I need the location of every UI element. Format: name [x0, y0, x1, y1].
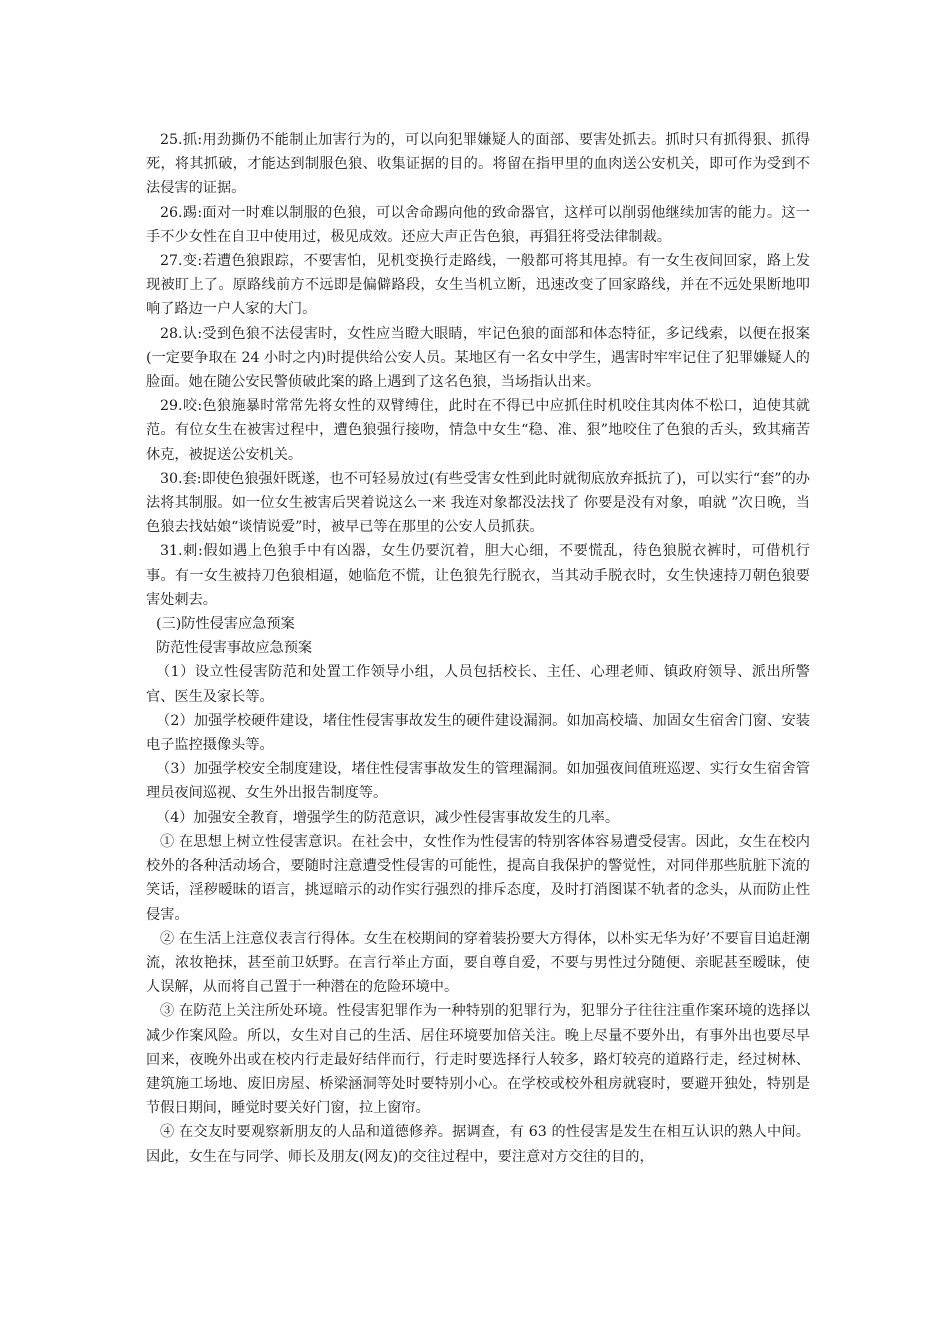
measure-2-hardware: （2）加强学校硬件建设，堵住性侵害事故发生的硬件建设漏洞。如加高校墙、加固女生宿舍门窗、安装电子监控摄像头等。: [146, 712, 810, 754]
document-page: [146, 128, 810, 1169]
paragraph-28-recognize: 28.认:受到色狼不法侵害时，女性应当瞪大眼睛，牢记色狼的面部和体态特征，多记线索，以便在报案(一定要争取在 24 小时之内)时提供给公安人员。某地区有一名女中学生，遇害时牢牢记住了犯罪嫌疑人的脸面。她在随公安民警侦破此案的路上遇到了这名色狼，当场指认出来。: [146, 325, 810, 391]
paragraph-26-kick: 26.踢:面对一时难以制服的色狼，可以舍命踢向他的致命器官，这样可以削弱他继续加害的能力。这一手不少女性在自卫中使用过，极见成效。还应大声正告色狼，再猖狂将受法律制裁。: [146, 204, 810, 245]
paragraph-31-stab: 31.刺:假如遇上色狼手中有凶器，女生仍要沉着，胆大心细，不要慌乱，待色狼脱衣裤时，可借机行事。有一女生被持刀色狼相逼，她临危不慌，让色狼先行脱衣，当其动手脱衣时，女生快速持刀朝色狼要害处刺去。: [146, 543, 810, 608]
point-1-awareness: ① 在思想上树立性侵害意识。在社会中，女性作为性侵害的特别客体容易遭受侵害。因此，女生在校内校外的各种活动场合，要随时注意遭受性侵害的可能性，提高自我保护的警觉性，对同伴那些肮脏下流的笑话，淫秽暧昧的语言，挑逗暗示的动作实行强烈的排斥态度，及时打消图谋不轨者的念头，从而防止性侵害。: [146, 833, 810, 923]
point-4-friends: ④ 在交友时要观察新朋友的人品和道德修养。据调查，有 63 的性侵害是发生在相互认识的熟人中间。因此，女生在与同学、师长及朋友(网友)的交往过程中，要注意对方交往的目的，: [146, 1124, 810, 1165]
point-3-environment: ③ 在防范上关注所处环境。性侵害犯罪作为一种特别的犯罪行为，犯罪分子往往注重作案环境的选择以减少作案风险。所以，女生对自己的生活、居住环境要加倍关注。晚上尽量不要外出，有事外出也要尽早回来，夜晚外出或在校内行走最好结伴而行，行走时要选择行人较多，路灯较亮的道路行走，经过树林、建筑施工场地、废旧房屋、桥梁涵洞等处时要特别小心。在学校或校外租房就寝时，要避开独处，特别是节假日期间，睡觉时要关好门窗，拉上窗帘。: [146, 1003, 810, 1117]
paragraph-29-bite: 29.咬:色狼施暴时常常先将女性的双臂缚住，此时在不得已中应抓住时机咬住其肉体不松口，迫使其就范。有位女生在被害过程中，遭色狼强行接吻，情急中女生“稳、准、狠”地咬住了色狼的舌头，致其痛苦休克，被捉送公安机关。: [146, 398, 810, 463]
paragraph-27-change-route: 27.变:若遭色狼跟踪，不要害怕，见机变换行走路线，一般都可将其甩掉。有一女生夜间回家，路上发现被盯上了。原路线前方不远即是偏僻路段，女生当机立断，迅速改变了回家路线，并在不远处果断地叩响了路边一户人家的大门。: [146, 253, 810, 318]
measure-1-leadership-group: （1）设立性侵害防范和处置工作领导小组，人员包括校长、主任、心理老师、镇政府领导、派出所警官、医生及家长等。: [146, 664, 810, 705]
section-heading-emergency-plan: (三)防性侵害应急预案: [156, 616, 295, 633]
paragraph-25-scratch: 25.抓:用劲撕仍不能制止加害行为的，可以向犯罪嫌疑人的面部、要害处抓去。抓时只有抓得狠、抓得死，将其抓破，才能达到制服色狼、收集证据的目的。将留在指甲里的血肉送公安机关，即可作为受到不法侵害的证据。: [146, 132, 810, 197]
measure-3-safety-rules: （3）加强学校安全制度建设，堵住性侵害事故发生的管理漏洞。如加强夜间值班巡逻、实行女生宿舍管理员夜间巡视、女生外出报告制度等。: [146, 761, 810, 802]
subheading-prevention-plan: 防范性侵害事故应急预案: [156, 640, 313, 657]
measure-4-education: （4）加强安全教育，增强学生的防范意识，减少性侵害事故发生的几率。: [156, 809, 620, 826]
paragraph-30-trap: 30.套:即使色狼强奸既遂，也不可轻易放过(有些受害女性到此时就彻底放弃抵抗了)，可以实行“套”的办法将其制服。如一位女生被害后哭着说这么一来 我连对象都没法找了 你要是没有对象，咱就 ”次日晚，当色狼去找姑娘“谈情说爱”时，被早已等在那里的公安人员抓获。: [146, 470, 810, 536]
point-2-appearance: ② 在生活上注意仪表言行得体。女生在校期间的穿着装扮要大方得体，以朴实无华为好’不要盲目追赶潮流，浓妆艳抹，甚至前卫妖野。在言行举止方面，要自尊自爱，不要与男性过分随便、亲昵甚至暧昧，使人误解，从而将自己置于一种潜在的危险环境中。: [146, 930, 810, 996]
